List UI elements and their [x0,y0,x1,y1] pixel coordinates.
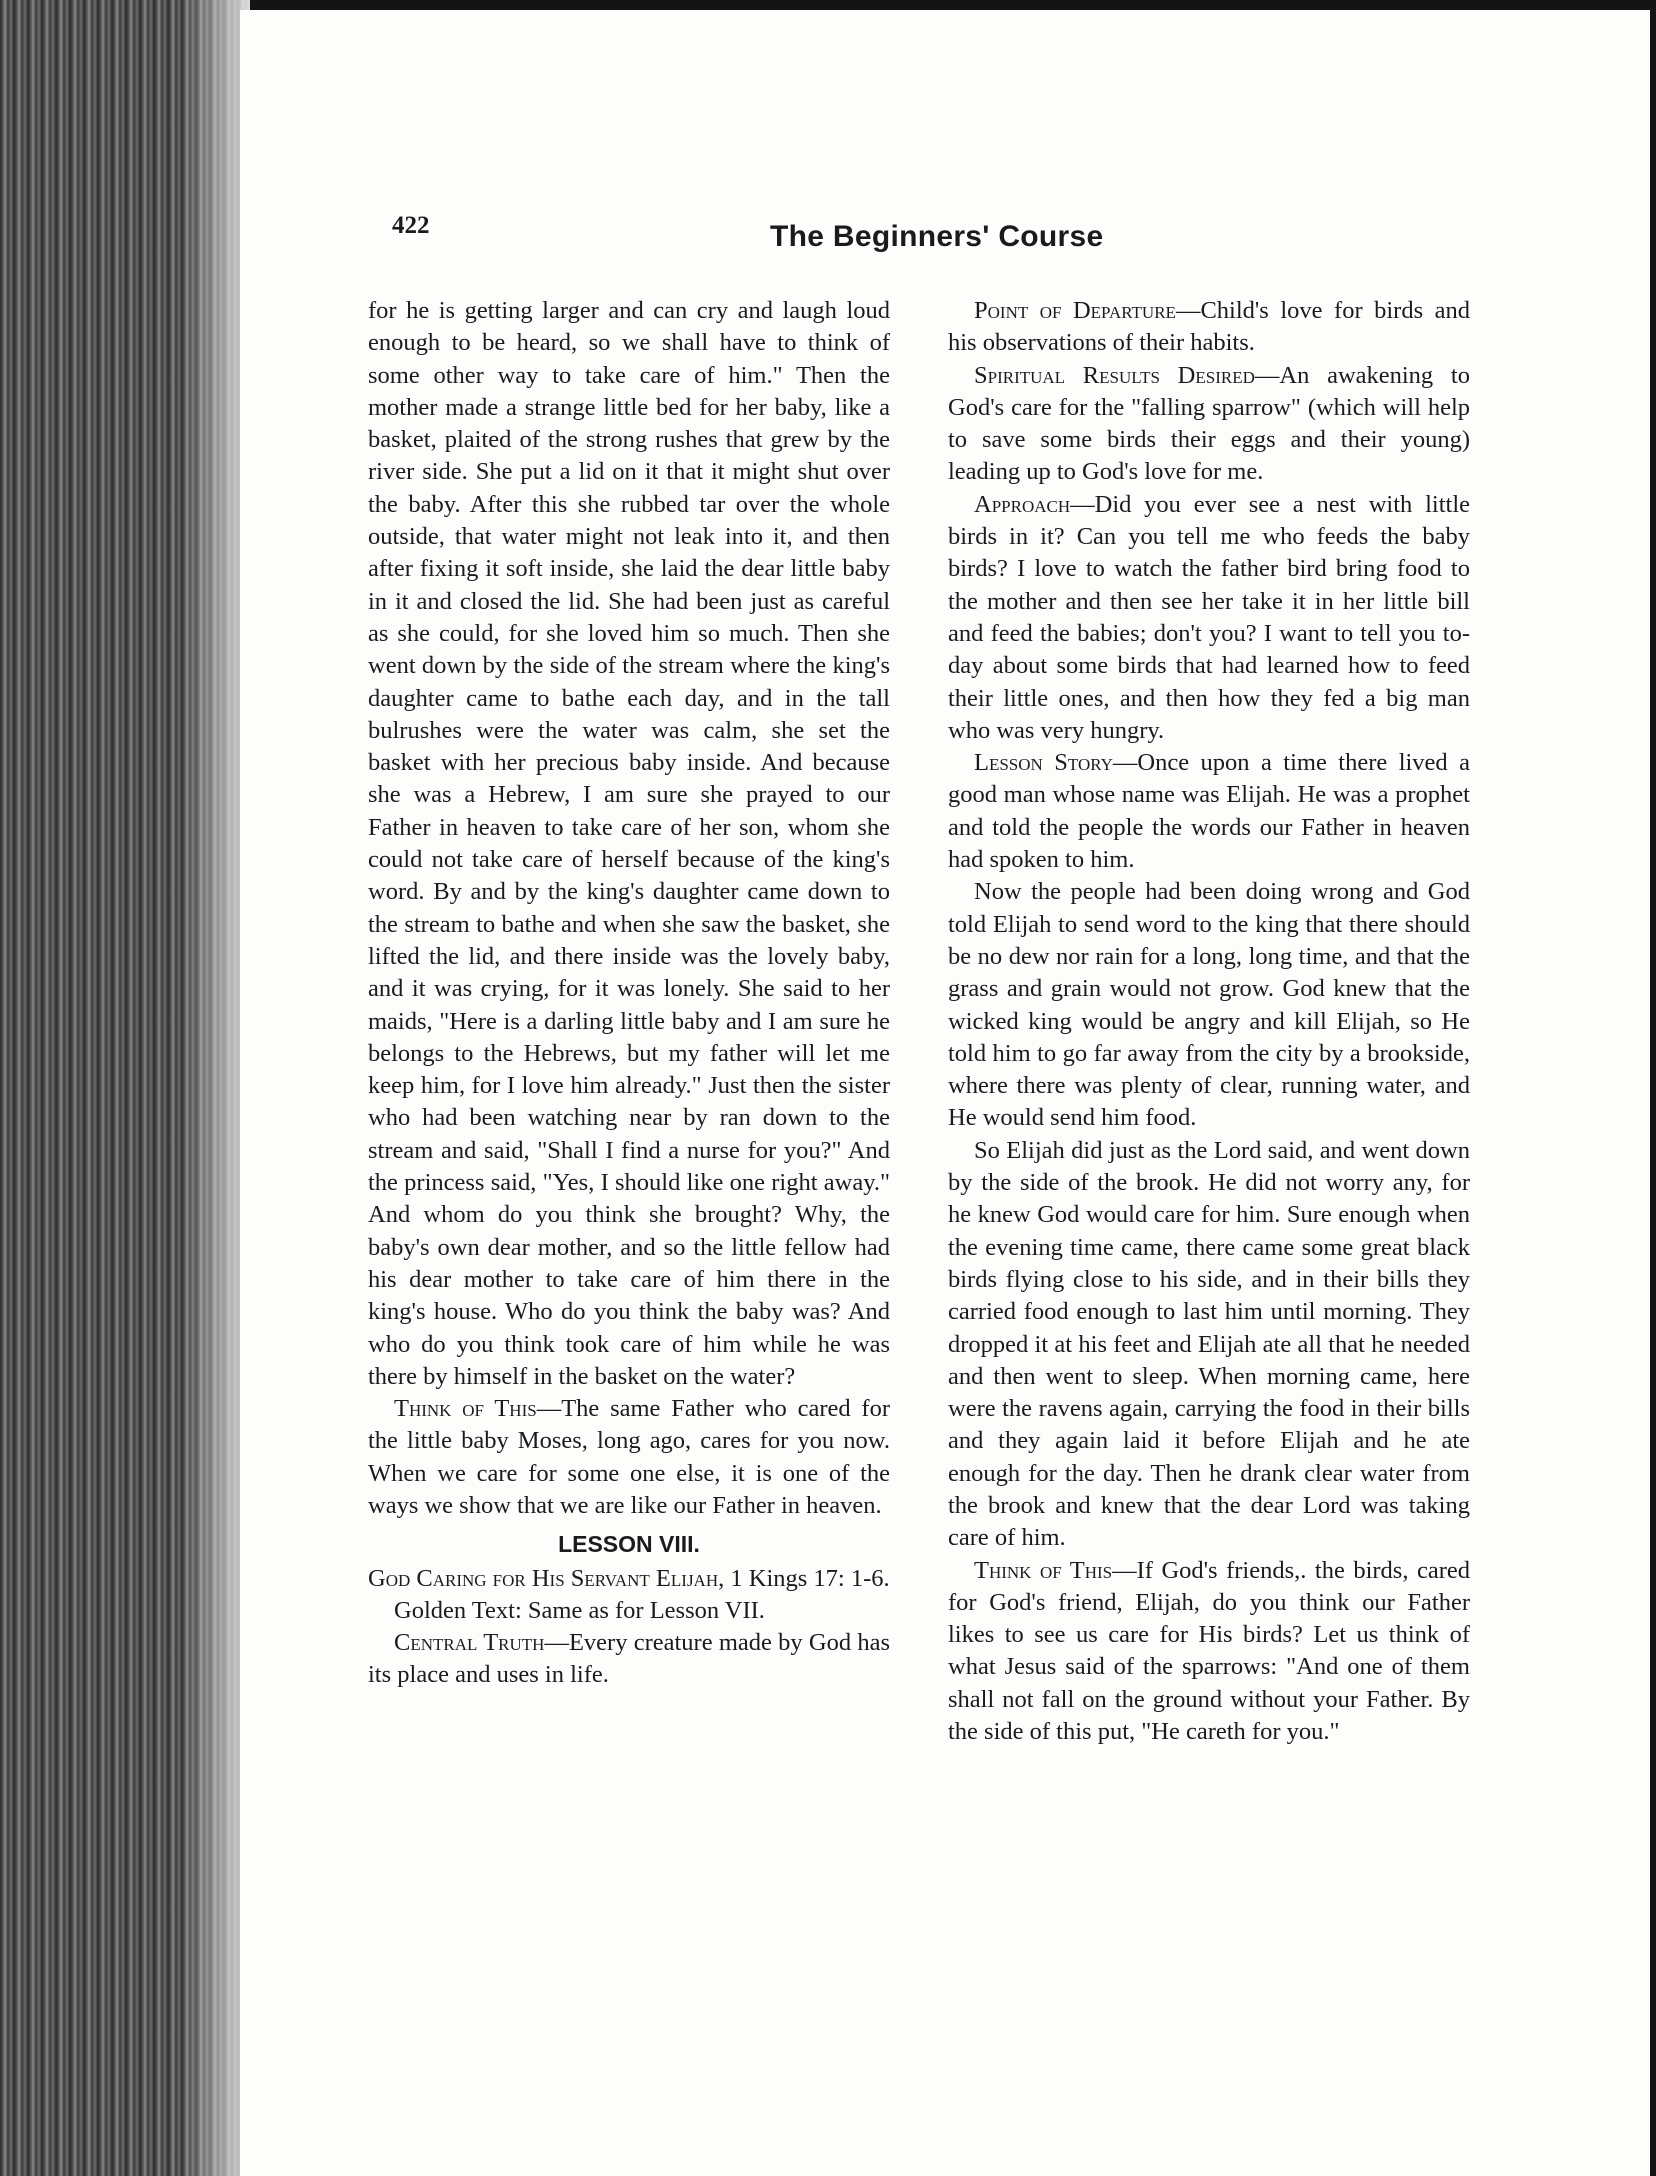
approach-paragraph [948,489,1470,747]
left-column [368,295,890,1692]
spiritual-results-label: Spiritual Results Desired [974,361,1255,389]
lesson-reference: 1 Kings 17: 1-6. [730,1564,890,1592]
lesson-story-label: Lesson Story [974,749,1113,777]
lesson-title-text: God Caring for His Servant Elijah, [368,1564,725,1592]
story-paragraph-so: So Elijah did just as the Lord said, and went down by the side of the brook. He did not worry any, for he knew God would care for him. Sure enough when the evening time came, there came some great black birds flying close to his side, and in their bills they carried food enough to last him until morning. They dropped it at his feet and Elijah ate all that he needed and then went to sleep. When morning came, here were the ravens again, carrying the food in their bills and they again laid it before Elijah and he ate enough for the day. Then he drank clear water from the brook and knew that the dear Lord was taking care of him. [948,1136,1470,1552]
lesson-story-text: —Once upon a time there lived a good man whose name was Elijah. He was a prophet and told the people the words our Father in heaven had spoken to him. [948,749,1470,874]
think-of-this-text-right: —If God's friends,. the birds, cared for God's friend, Elijah, do you think our Father likes to see us care for His birds? Let us think of what Jesus said of the sparrows: "And one of them shall not fall on the ground without your Father. By the side of this put, "He careth for you." [948,1556,1470,1746]
think-of-this-paragraph-right [948,1555,1470,1749]
central-truth-text: —Every creature made by God has its place and uses in life. [368,1629,891,1689]
spiritual-results-text: —An awakening to God's care for the "falling sparrow" (which will help to save some birds their eggs and their young) leading up to God's love for me. [948,361,1470,486]
lesson-story-paragraph [948,747,1470,876]
book-page [240,10,1650,2176]
think-of-this-label: Think of This [394,1395,537,1423]
think-of-this-text: —The same Father who cared for the little baby Moses, long ago, cares for you now. When we care for some one else, it is one of the ways we show that we are like our Father in heaven. [368,1395,890,1519]
think-of-this-label-right: Think of This [974,1556,1113,1584]
lesson-title [368,1563,890,1595]
approach-label: Approach [974,490,1071,518]
point-of-departure-label: Point of Departure [974,297,1176,324]
point-of-departure-paragraph [948,295,1470,360]
story-paragraph-now: Now the people had been doing wrong and God told Elijah to send word to the king that there should be no dew nor rain for a long, long time, and that the grass and grain would not grow. God knew that the wicked king would be angry and kill Elijah, so He told him to go far away from the city by a brookside, where there was plenty of clear, running water, and He would send him food. [948,878,1470,1132]
approach-text: —Did you ever see a nest with little birds in it? Can you tell me who feeds the baby birds? I love to watch the father bird bring food to the mother and then see her take it in her little bill and feed the babies; don't you? I want to tell you to-day about some birds that had learned how to feed their little ones, and then how they fed a big man who was very hungry. [948,490,1470,744]
central-truth-label: Central Truth [394,1629,545,1657]
page-number: 422 [392,212,430,239]
story-continuation-paragraph: for he is getting larger and can cry and laugh loud enough to be heard, so we shall have to think of some other way to take care of him." Then the mother made a strange little bed for her baby, like a basket, plaited of the strong rushes that grew by the river side. She put a lid on it that it might shut over the baby. After this she rubbed tar over the whole outside, that water might not leak into it, and then after fixing it soft inside, she laid the dear little baby in it and closed the lid. She had been just as careful as she could, for she loved him so much. Then she went down by the side of the stream where the king's daughter came to bathe each day, and in the tall bulrushes were the water was calm, she set the basket with her precious baby inside. And because she was a Hebrew, I am sure she prayed to our Father in heaven to take care of her son, whom she could not take care of herself because of the king's word. By and by the king's daughter came down to the stream to bathe and when she saw the basket, she lifted the lid, and there inside was the lovely baby, and it was crying, for it was lonely. She said to her maids, "Here is a darling little baby and I am sure he belongs to the Hebrews, but my father will let me keep him, for I love him already." Just then the sister who had been watching near by ran down to the stream and said, "Shall I find a nurse for you?" And the princess said, "Yes, I should like one right away." And whom do you think she brought? Why, the baby's own dear mother, and so the little fellow had his dear mother to take care of him there in the king's house. Who do you think the baby was? And who do you think took care of him while he was there by himself in the basket on the water? [368,297,890,1390]
think-of-this-paragraph [368,1393,890,1522]
book-page-edges [0,0,250,2176]
golden-text: Golden Text: Same as for Lesson VII. [394,1596,765,1624]
lesson-heading: LESSON VIII. [558,1531,700,1558]
right-column [948,295,1470,1748]
running-title: The Beginners' Course [770,220,1104,253]
spiritual-results-paragraph [948,360,1470,489]
point-of-departure-text: —Child's love for birds and his observations of their habits. [948,297,1470,357]
central-truth-paragraph [368,1627,890,1692]
